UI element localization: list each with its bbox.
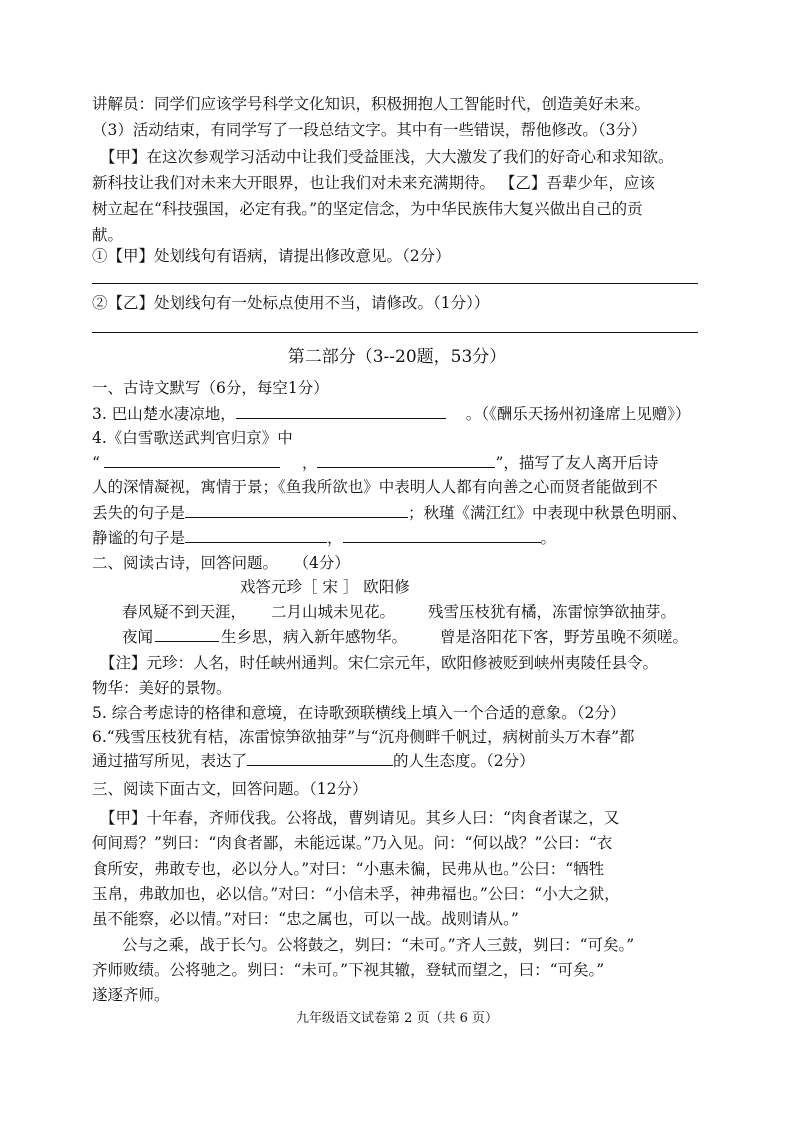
- text-line: 【甲】在这次参观学习活动中让我们受益匪浅，大大激发了我们的好奇心和求知欲。: [100, 148, 674, 166]
- section-heading: 三、阅读下面古文，回答问题。（12分）: [92, 780, 368, 798]
- poem-title: 戏答元珍［ 宋 ］ 欧阳修: [240, 578, 410, 596]
- text-line: 献。: [92, 226, 124, 244]
- open-quote: “: [92, 454, 100, 472]
- question-3: [92, 404, 690, 424]
- fill-blank[interactable]: [155, 627, 219, 642]
- text-line: 人的深情凝视，寓情于景；《鱼我所欲也》中表明人人都有向善之心而贤者能做到不: [92, 478, 658, 496]
- part-title: 第二部分（3--20题，53分）: [287, 347, 507, 367]
- fill-blank[interactable]: [185, 528, 327, 543]
- fill-blank[interactable]: [317, 453, 495, 468]
- text-line: 遂逐齐师。: [92, 986, 170, 1004]
- question-text: 通过描写所见，表达了: [92, 752, 248, 770]
- question-4-line: [92, 528, 556, 548]
- question-text: 静谧的句子是: [92, 529, 186, 547]
- poem-verse: 春风疑不到天涯，: [122, 603, 247, 621]
- fill-blank[interactable]: [104, 453, 280, 468]
- fill-blank[interactable]: [236, 404, 446, 419]
- section-heading: 一、古诗文默写（6分，每空1分）: [92, 379, 329, 397]
- subquestion-1: ①【甲】处划线句有语病，请提出修改意见。（2分）: [92, 247, 451, 265]
- poem-verse: 残雪压枝犹有橘，冻雷惊笋欲抽芽。: [428, 603, 677, 621]
- text-line: 玉帛，弗敢加也，必以信。”对曰：“小信未孚，神弗福也。”公曰：“小大之狱，: [92, 885, 620, 903]
- text-line: 何间焉？”刿曰：“肉食者鄙，未能远谋。”乃入见。问：“何以战？”公曰：“衣: [92, 834, 613, 852]
- text-line: 虽不能察，必以情。”对曰：“忠之属也，可以一战。战则请从。”: [92, 910, 519, 928]
- answer-line[interactable]: [92, 332, 698, 333]
- question-text: 的人生态度。（2分）: [393, 752, 535, 770]
- question-4-line: [92, 503, 687, 523]
- question-text: 丢失的句子是: [92, 504, 186, 522]
- answer-line[interactable]: [92, 283, 698, 284]
- note: 物华：美好的景物。: [92, 679, 232, 697]
- question-text: ；秋瑾《满江红》中表现中秋景色明丽、: [408, 504, 688, 522]
- text-line: 食所安，弗敢专也，必以分人。”对曰：“小惠未徧，民弗从也。”公曰：“牺牲: [92, 860, 605, 878]
- poem-verse: 曾是洛阳花下客，野芳虽晚不须嗟。: [440, 628, 689, 646]
- question-text: 3. 巴山楚水凄凉地，: [92, 405, 236, 423]
- question-3-prompt: （3）活动结束，有同学写了一段总结文字。其中有一些错误，帮他修改。（3分）: [92, 121, 647, 139]
- question-text: 。（《酬乐天扬州初逢席上见赠》）: [465, 405, 691, 423]
- text-line: 齐师败绩。公将驰之。刿曰：“未可。”下视其辙，登轼而望之，曰：“可矣。”: [92, 961, 605, 979]
- comma: ，: [301, 454, 318, 472]
- poem-verse: 夜闻: [122, 628, 154, 646]
- poem-line: [122, 602, 676, 622]
- text-line: 【甲】十年春，齐师伐我。公将战，曹刿请见。其乡人曰：“肉食者谋之，又: [100, 809, 620, 827]
- poem-verse: 二月山城未见花。: [271, 603, 396, 621]
- question-6-line: [92, 751, 535, 771]
- fill-blank[interactable]: [343, 528, 541, 543]
- poem-verse: 生乡思，病入新年感物华。: [221, 628, 408, 646]
- section-heading: 二、阅读古诗，回答问题。 （4分）: [92, 554, 350, 572]
- question-text: ”，描写了友人离开后诗: [495, 454, 659, 472]
- question-4-line: [92, 453, 658, 473]
- comma: ，: [327, 529, 343, 547]
- text-line: 公与之乘，战于长勺。公将鼓之，刿曰：“未可。”齐人三鼓，刿曰：“可矣。”: [122, 936, 635, 954]
- subquestion-2: ②【乙】处划线句有一处标点使用不当，请修改。（1分））: [92, 294, 490, 312]
- poem-line: [122, 627, 688, 647]
- fill-blank[interactable]: [247, 751, 393, 766]
- period: 。: [540, 529, 557, 547]
- question-6: 6.“残雪压枝犹有桔，冻雷惊笋欲抽芽”与“沉舟侧畔千帆过，病树前头万木春”都: [92, 728, 635, 746]
- fill-blank[interactable]: [185, 503, 408, 518]
- note: 【注】元珍：人名，时任峡州通判。宋仁宗元年，欧阳修被贬到峡州夷陵任县令。: [100, 654, 659, 672]
- question-5: 5. 综合考虑诗的格律和意境，在诗歌颈联横线上填入一个合适的意象。（2分）: [92, 704, 626, 722]
- text-line: 讲解员：同学们应该学号科学文化知识，积极拥抱人工智能时代，创造美好未来。: [92, 95, 651, 113]
- text-line: 树立起在“科技强国，必定有我。”的坚定信念，为中华民族伟大复兴做出自己的贡: [92, 200, 643, 218]
- page-footer: 九年级语文试卷第 2 页（共 6 页）: [295, 1011, 499, 1026]
- question-4: 4.《白雪歌送武判官归京》中: [92, 429, 293, 447]
- text-line: 新科技让我们对未来大开眼界，也让我们对未来充满期待。 【乙】吾辈少年，应该: [92, 174, 655, 192]
